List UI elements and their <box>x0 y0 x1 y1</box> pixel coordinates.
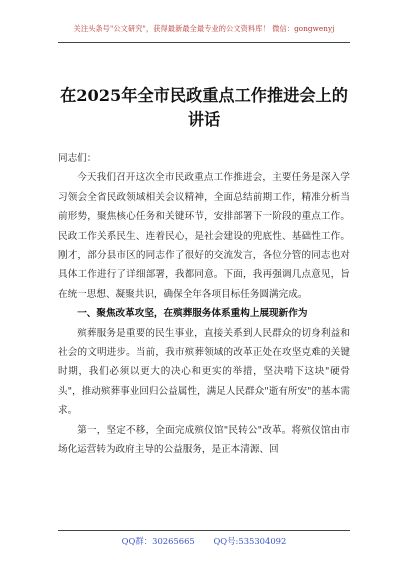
qq-number-text: QQ号:535304092 <box>213 536 287 546</box>
document-body <box>58 149 350 460</box>
section-heading: 一、聚焦改革攻坚，在殡葬服务体系重构上展现新作为 <box>77 308 308 320</box>
qq-group-text: QQ群：30265665 <box>121 536 195 546</box>
section-paragraph: 殡葬服务是重要的民生事业，直接关系到人民群众的切身利益和社会的文明进步。当前，我市殡葬领域的改革正处在攻坚克难的关键时期，我们必须以更大的决心和更实的举措，坚决啃下这块"硬骨头"，推动殡葬事业回归公益属性，满足人民群众"逝有所安"的基本需求。 <box>58 327 350 417</box>
salutation: 同志们： <box>58 153 97 164</box>
footer <box>0 535 408 547</box>
header-note: 关注头条号"公文研究"，获得最新最全最专业的公文资料库！ 微信：gongwenyj <box>73 24 335 33</box>
header-divider <box>58 42 350 43</box>
footer-divider <box>58 530 350 531</box>
intro-paragraph: 今天我们召开这次全市民政重点工作推进会，主要任务是深入学习领会全省民政领域相关会议精神，全面总结前期工作，精准分析当前形势，聚焦核心任务和关键环节，安排部署下一阶段的重点工作。民政工作关系民生、连着民心，是社会建设的兜底性、基础性工作。刚才，部分县市区的同志作了很好的交流发言，各位分管的同志也对具体工作进行了详细部署，我都同意。下面，我再强调几点意见，旨在统一思想、凝聚共识，确保全年各项目标任务圆满完成。 <box>58 172 350 300</box>
page-title: 在2025年全市民政重点工作推进会上的讲话 <box>60 86 348 129</box>
section-paragraph: 第一，坚定不移，全面完成殡仪馆"民转公"改革。将殡仪馆由市场化运营转为政府主导的公益服务，是正本清源、回 <box>58 424 350 456</box>
